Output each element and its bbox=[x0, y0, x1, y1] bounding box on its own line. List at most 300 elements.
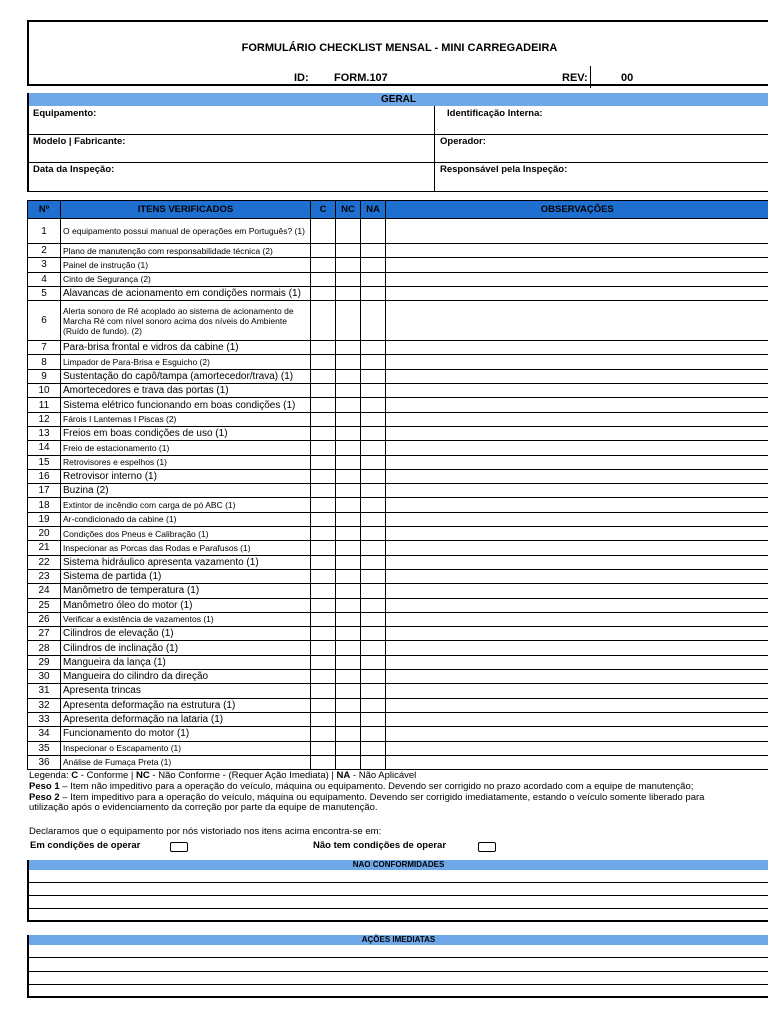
geral-row-line bbox=[29, 162, 768, 163]
table-row bbox=[28, 272, 768, 286]
cell-c[interactable] bbox=[311, 272, 336, 286]
cell-na[interactable] bbox=[361, 512, 386, 526]
item-number: 21 bbox=[28, 541, 61, 555]
cell-observacoes[interactable] bbox=[386, 627, 768, 641]
cell-c[interactable] bbox=[311, 258, 336, 272]
table-row bbox=[28, 684, 768, 698]
item-description: Ar-condicionado da cabine (1) bbox=[61, 512, 311, 526]
cell-observacoes[interactable] bbox=[386, 244, 768, 258]
legend-c: C bbox=[71, 770, 79, 781]
cell-nc[interactable] bbox=[336, 598, 361, 612]
table-row bbox=[28, 469, 768, 483]
cell-na[interactable] bbox=[361, 612, 386, 626]
table-row bbox=[28, 219, 768, 244]
cell-na[interactable] bbox=[361, 484, 386, 498]
item-number: 18 bbox=[28, 498, 61, 512]
item-description: Retrovisor interno (1) bbox=[61, 469, 311, 483]
rev-value: 00 bbox=[621, 72, 634, 84]
cell-nc[interactable] bbox=[336, 412, 361, 426]
operador-field[interactable]: Operador: bbox=[440, 136, 486, 147]
cell-nc[interactable] bbox=[336, 469, 361, 483]
table-row bbox=[28, 712, 768, 726]
item-number: 29 bbox=[28, 655, 61, 669]
cell-observacoes[interactable] bbox=[386, 527, 768, 541]
checklist-table bbox=[27, 200, 768, 770]
cell-c[interactable] bbox=[311, 301, 336, 341]
cell-c[interactable] bbox=[311, 727, 336, 741]
table-row bbox=[28, 412, 768, 426]
writing-line bbox=[29, 971, 768, 972]
cell-c[interactable] bbox=[311, 412, 336, 426]
table-row bbox=[28, 541, 768, 555]
item-description: Freios em boas condições de uso (1) bbox=[61, 426, 311, 440]
cell-nc[interactable] bbox=[336, 484, 361, 498]
declaration-text: Declaramos que o equipamento por nós vistoriado nos itens acima encontra-se em: bbox=[29, 826, 382, 837]
item-number: 34 bbox=[28, 727, 61, 741]
item-description: Limpador de Para-Brisa e Esguicho (2) bbox=[61, 355, 311, 369]
cell-observacoes[interactable] bbox=[386, 441, 768, 455]
cell-observacoes[interactable] bbox=[386, 598, 768, 612]
item-number: 27 bbox=[28, 627, 61, 641]
cell-c[interactable] bbox=[311, 455, 336, 469]
cell-observacoes[interactable] bbox=[386, 727, 768, 741]
item-number: 6 bbox=[28, 301, 61, 341]
cell-observacoes[interactable] bbox=[386, 541, 768, 555]
cell-c[interactable] bbox=[311, 712, 336, 726]
cell-nc[interactable] bbox=[336, 684, 361, 698]
cell-observacoes[interactable] bbox=[386, 412, 768, 426]
table-row bbox=[28, 355, 768, 369]
item-number: 5 bbox=[28, 286, 61, 300]
cell-na[interactable] bbox=[361, 384, 386, 398]
cell-c[interactable] bbox=[311, 512, 336, 526]
peso2-line-2: utilização após o evidenciamento da correção por parte da equipe de manutenção. bbox=[29, 802, 378, 813]
cell-nc[interactable] bbox=[336, 712, 361, 726]
form-title: FORMULÁRIO CHECKLIST MENSAL - MINI CARREGADEIRA bbox=[241, 42, 558, 54]
cell-nc[interactable] bbox=[336, 727, 361, 741]
cell-na[interactable] bbox=[361, 355, 386, 369]
item-description: Inspecionar o Escapamento (1) bbox=[61, 741, 311, 755]
table-row bbox=[28, 384, 768, 398]
cell-observacoes[interactable] bbox=[386, 341, 768, 355]
item-number: 11 bbox=[28, 398, 61, 412]
id-label: ID: bbox=[294, 72, 309, 84]
geral-section bbox=[27, 106, 768, 192]
item-description: Apresenta deformação na estrutura (1) bbox=[61, 698, 311, 712]
option-em-condicoes-label: Em condições de operar bbox=[30, 840, 141, 851]
item-description: Retrovisores e espelhos (1) bbox=[61, 455, 311, 469]
table-row bbox=[28, 426, 768, 440]
cell-na[interactable] bbox=[361, 755, 386, 769]
item-number: 12 bbox=[28, 412, 61, 426]
cell-nc[interactable] bbox=[336, 498, 361, 512]
cell-na[interactable] bbox=[361, 584, 386, 598]
table-row bbox=[28, 369, 768, 383]
column-header-nc: NC bbox=[336, 201, 361, 219]
cell-observacoes[interactable] bbox=[386, 555, 768, 569]
peso1-label: Peso 1 bbox=[29, 781, 60, 792]
id-value: FORM.107 bbox=[334, 72, 388, 84]
cell-c[interactable] bbox=[311, 355, 336, 369]
table-row bbox=[28, 655, 768, 669]
column-header-items: ITENS VERIFICADOS bbox=[61, 201, 311, 219]
cell-nc[interactable] bbox=[336, 455, 361, 469]
legend-c-desc: - Conforme | bbox=[78, 770, 137, 781]
table-row bbox=[28, 301, 768, 341]
item-number: 33 bbox=[28, 712, 61, 726]
item-number: 30 bbox=[28, 670, 61, 684]
nao-condicoes-checkbox[interactable] bbox=[478, 842, 496, 852]
cell-na[interactable] bbox=[361, 541, 386, 555]
cell-na[interactable] bbox=[361, 398, 386, 412]
cell-nc[interactable] bbox=[336, 641, 361, 655]
table-row bbox=[28, 244, 768, 258]
nao-conformidades-header: NAO CONFORMIDADES bbox=[27, 860, 768, 870]
item-description: Plano de manutenção com responsabilidade técnica (2) bbox=[61, 244, 311, 258]
cell-nc[interactable] bbox=[336, 698, 361, 712]
cell-c[interactable] bbox=[311, 441, 336, 455]
cell-na[interactable] bbox=[361, 469, 386, 483]
cell-observacoes[interactable] bbox=[386, 272, 768, 286]
legend-na-desc: - Não Aplicável bbox=[350, 770, 417, 781]
cell-na[interactable] bbox=[361, 426, 386, 440]
item-number: 9 bbox=[28, 369, 61, 383]
cell-observacoes[interactable] bbox=[386, 641, 768, 655]
cell-nc[interactable] bbox=[336, 541, 361, 555]
table-row bbox=[28, 555, 768, 569]
cell-nc[interactable] bbox=[336, 286, 361, 300]
cell-nc[interactable] bbox=[336, 569, 361, 583]
cell-nc[interactable] bbox=[336, 258, 361, 272]
cell-na[interactable] bbox=[361, 598, 386, 612]
cell-observacoes[interactable] bbox=[386, 258, 768, 272]
rev-label: REV: bbox=[562, 72, 588, 84]
item-description: Manômetro óleo do motor (1) bbox=[61, 598, 311, 612]
cell-na[interactable] bbox=[361, 369, 386, 383]
item-description: Funcionamento do motor (1) bbox=[61, 727, 311, 741]
column-header-na: NA bbox=[361, 201, 386, 219]
cell-observacoes[interactable] bbox=[386, 286, 768, 300]
cell-nc[interactable] bbox=[336, 627, 361, 641]
item-number: 8 bbox=[28, 355, 61, 369]
item-description: Mangueira da lança (1) bbox=[61, 655, 311, 669]
item-number: 17 bbox=[28, 484, 61, 498]
table-row bbox=[28, 484, 768, 498]
cell-c[interactable] bbox=[311, 219, 336, 244]
cell-c[interactable] bbox=[311, 498, 336, 512]
cell-observacoes[interactable] bbox=[386, 398, 768, 412]
cell-observacoes[interactable] bbox=[386, 512, 768, 526]
geral-row-line bbox=[29, 134, 768, 135]
cell-observacoes[interactable] bbox=[386, 755, 768, 769]
item-number: 22 bbox=[28, 555, 61, 569]
cell-na[interactable] bbox=[361, 244, 386, 258]
cell-observacoes[interactable] bbox=[386, 469, 768, 483]
item-description: O equipamento possui manual de operações em Português? (1) bbox=[61, 219, 311, 244]
cell-na[interactable] bbox=[361, 670, 386, 684]
cell-observacoes[interactable] bbox=[386, 655, 768, 669]
cell-nc[interactable] bbox=[336, 369, 361, 383]
writing-line bbox=[29, 908, 768, 909]
item-number: 19 bbox=[28, 512, 61, 526]
table-row bbox=[28, 441, 768, 455]
item-description: Para-brisa frontal e vidros da cabine (1) bbox=[61, 341, 311, 355]
cell-na[interactable] bbox=[361, 741, 386, 755]
cell-c[interactable] bbox=[311, 584, 336, 598]
cell-na[interactable] bbox=[361, 341, 386, 355]
cell-nc[interactable] bbox=[336, 584, 361, 598]
cell-observacoes[interactable] bbox=[386, 426, 768, 440]
acoes-imediatas-box[interactable] bbox=[27, 945, 768, 998]
cell-observacoes[interactable] bbox=[386, 684, 768, 698]
cell-c[interactable] bbox=[311, 341, 336, 355]
item-number: 16 bbox=[28, 469, 61, 483]
item-number: 2 bbox=[28, 244, 61, 258]
cell-na[interactable] bbox=[361, 286, 386, 300]
legend-nc: NC bbox=[136, 770, 150, 781]
cell-observacoes[interactable] bbox=[386, 569, 768, 583]
cell-na[interactable] bbox=[361, 684, 386, 698]
item-description: Condições dos Pneus e Calibração (1) bbox=[61, 527, 311, 541]
cell-na[interactable] bbox=[361, 455, 386, 469]
cell-na[interactable] bbox=[361, 712, 386, 726]
cell-nc[interactable] bbox=[336, 355, 361, 369]
cell-c[interactable] bbox=[311, 286, 336, 300]
item-description: Sistema hidráulico apresenta vazamento (1) bbox=[61, 555, 311, 569]
cell-nc[interactable] bbox=[336, 741, 361, 755]
cell-c[interactable] bbox=[311, 698, 336, 712]
geral-header: GERAL bbox=[27, 93, 768, 106]
cell-na[interactable] bbox=[361, 498, 386, 512]
item-number: 15 bbox=[28, 455, 61, 469]
em-condicoes-checkbox[interactable] bbox=[170, 842, 188, 852]
cell-na[interactable] bbox=[361, 301, 386, 341]
item-number: 25 bbox=[28, 598, 61, 612]
cell-na[interactable] bbox=[361, 569, 386, 583]
writing-line bbox=[29, 895, 768, 896]
table-row bbox=[28, 612, 768, 626]
cell-observacoes[interactable] bbox=[386, 384, 768, 398]
legend-line bbox=[29, 771, 416, 781]
item-number: 13 bbox=[28, 426, 61, 440]
item-description: Sistema de partida (1) bbox=[61, 569, 311, 583]
cell-na[interactable] bbox=[361, 412, 386, 426]
cell-nc[interactable] bbox=[336, 384, 361, 398]
cell-na[interactable] bbox=[361, 527, 386, 541]
cell-c[interactable] bbox=[311, 244, 336, 258]
cell-c[interactable] bbox=[311, 527, 336, 541]
cell-na[interactable] bbox=[361, 698, 386, 712]
item-description: Amortecedores e trava das portas (1) bbox=[61, 384, 311, 398]
item-description: Cilindros de elevação (1) bbox=[61, 627, 311, 641]
nao-conformidades-box[interactable] bbox=[27, 870, 768, 922]
item-number: 36 bbox=[28, 755, 61, 769]
item-number: 28 bbox=[28, 641, 61, 655]
cell-c[interactable] bbox=[311, 484, 336, 498]
modelo-fabricante-field[interactable]: Modelo | Fabricante: bbox=[33, 136, 126, 147]
table-row bbox=[28, 641, 768, 655]
table-row bbox=[28, 584, 768, 598]
cell-c[interactable] bbox=[311, 627, 336, 641]
identificacao-interna-field[interactable]: Identificação Interna: bbox=[447, 108, 543, 119]
item-number: 14 bbox=[28, 441, 61, 455]
cell-nc[interactable] bbox=[336, 219, 361, 244]
cell-nc[interactable] bbox=[336, 655, 361, 669]
table-row bbox=[28, 670, 768, 684]
cell-c[interactable] bbox=[311, 426, 336, 440]
cell-observacoes[interactable] bbox=[386, 612, 768, 626]
cell-na[interactable] bbox=[361, 641, 386, 655]
table-row bbox=[28, 755, 768, 769]
table-row bbox=[28, 498, 768, 512]
table-row bbox=[28, 512, 768, 526]
item-description: Alerta sonoro de Ré acoplado ao sistema de acionamento de Marcha Ré com nível sonoro acima dos níveis do Ambiente (Ruído de fundo). (2) bbox=[61, 301, 311, 341]
peso1-text: – Item não impeditivo para a operação do veículo, máquina ou equipamento. Devendo ser corrigido no prazo acordado com a equipe de manutenção; bbox=[59, 781, 694, 792]
item-number: 7 bbox=[28, 341, 61, 355]
writing-line bbox=[29, 957, 768, 958]
item-number: 26 bbox=[28, 612, 61, 626]
cell-c[interactable] bbox=[311, 369, 336, 383]
equipamento-field[interactable]: Equipamento: bbox=[33, 108, 97, 119]
cell-nc[interactable] bbox=[336, 512, 361, 526]
cell-nc[interactable] bbox=[336, 555, 361, 569]
option-nao-condicoes-label: Não tem condições de operar bbox=[313, 840, 447, 851]
cell-c[interactable] bbox=[311, 684, 336, 698]
legend-nc-desc: - Não Conforme - (Requer Ação Imediata) | bbox=[149, 770, 337, 781]
item-description: Inspecionar as Porcas das Rodas e Parafusos (1) bbox=[61, 541, 311, 555]
cell-nc[interactable] bbox=[336, 670, 361, 684]
item-description: Apresenta trincas bbox=[61, 684, 311, 698]
cell-nc[interactable] bbox=[336, 612, 361, 626]
item-description: Sistema elétrico funcionando em boas condições (1) bbox=[61, 398, 311, 412]
cell-nc[interactable] bbox=[336, 426, 361, 440]
item-description: Painel de instrução (1) bbox=[61, 258, 311, 272]
cell-observacoes[interactable] bbox=[386, 670, 768, 684]
legend-prefix: Legenda: bbox=[29, 770, 72, 781]
table-row bbox=[28, 527, 768, 541]
table-row bbox=[28, 598, 768, 612]
cell-nc[interactable] bbox=[336, 244, 361, 258]
item-description: Análise de Fumaça Preta (1) bbox=[61, 755, 311, 769]
cell-na[interactable] bbox=[361, 655, 386, 669]
item-number: 20 bbox=[28, 527, 61, 541]
geral-row-line bbox=[29, 191, 768, 192]
item-number: 32 bbox=[28, 698, 61, 712]
rev-separator bbox=[590, 66, 591, 88]
cell-c[interactable] bbox=[311, 398, 336, 412]
cell-c[interactable] bbox=[311, 755, 336, 769]
table-row bbox=[28, 341, 768, 355]
item-description: Buzina (2) bbox=[61, 484, 311, 498]
item-description: Sustentação do capô/tampa (amortecedor/trava) (1) bbox=[61, 369, 311, 383]
table-row bbox=[28, 627, 768, 641]
cell-nc[interactable] bbox=[336, 398, 361, 412]
column-header-observacoes: OBSERVAÇÕES bbox=[386, 201, 768, 219]
table-row bbox=[28, 398, 768, 412]
cell-observacoes[interactable] bbox=[386, 301, 768, 341]
item-number: 24 bbox=[28, 584, 61, 598]
cell-c[interactable] bbox=[311, 384, 336, 398]
item-description: Freio de estacionamento (1) bbox=[61, 441, 311, 455]
table-row bbox=[28, 455, 768, 469]
peso1-line bbox=[29, 782, 693, 792]
writing-line bbox=[29, 882, 768, 883]
cell-observacoes[interactable] bbox=[386, 355, 768, 369]
cell-c[interactable] bbox=[311, 741, 336, 755]
cell-observacoes[interactable] bbox=[386, 219, 768, 244]
cell-nc[interactable] bbox=[336, 301, 361, 341]
acoes-imediatas-header: AÇÕES IMEDIATAS bbox=[27, 935, 768, 945]
item-description: Alavancas de acionamento em condições normais (1) bbox=[61, 286, 311, 300]
cell-nc[interactable] bbox=[336, 755, 361, 769]
responsavel-inspecao-field[interactable]: Responsável pela Inspeção: bbox=[440, 164, 568, 175]
cell-c[interactable] bbox=[311, 641, 336, 655]
cell-na[interactable] bbox=[361, 441, 386, 455]
item-number: 4 bbox=[28, 272, 61, 286]
cell-na[interactable] bbox=[361, 555, 386, 569]
cell-c[interactable] bbox=[311, 541, 336, 555]
cell-observacoes[interactable] bbox=[386, 369, 768, 383]
cell-observacoes[interactable] bbox=[386, 455, 768, 469]
cell-na[interactable] bbox=[361, 219, 386, 244]
table-row bbox=[28, 698, 768, 712]
cell-c[interactable] bbox=[311, 598, 336, 612]
form-header bbox=[27, 20, 768, 86]
item-number: 35 bbox=[28, 741, 61, 755]
cell-observacoes[interactable] bbox=[386, 698, 768, 712]
item-description: Manômetro de temperatura (1) bbox=[61, 584, 311, 598]
cell-observacoes[interactable] bbox=[386, 484, 768, 498]
table-row bbox=[28, 258, 768, 272]
cell-nc[interactable] bbox=[336, 272, 361, 286]
item-number: 31 bbox=[28, 684, 61, 698]
cell-c[interactable] bbox=[311, 655, 336, 669]
table-row bbox=[28, 727, 768, 741]
item-number: 1 bbox=[28, 219, 61, 244]
cell-na[interactable] bbox=[361, 727, 386, 741]
cell-c[interactable] bbox=[311, 569, 336, 583]
data-inspecao-field[interactable]: Data da Inspeção: bbox=[33, 164, 115, 175]
item-description: Cinto de Segurança (2) bbox=[61, 272, 311, 286]
cell-observacoes[interactable] bbox=[386, 741, 768, 755]
cell-c[interactable] bbox=[311, 670, 336, 684]
item-description: Mangueira do cilindro da direção bbox=[61, 670, 311, 684]
peso2-label: Peso 2 bbox=[29, 792, 60, 803]
column-header-number: Nº bbox=[28, 201, 61, 219]
item-description: Extintor de incêndio com carga de pó ABC (1) bbox=[61, 498, 311, 512]
cell-observacoes[interactable] bbox=[386, 584, 768, 598]
cell-c[interactable] bbox=[311, 469, 336, 483]
item-number: 23 bbox=[28, 569, 61, 583]
cell-na[interactable] bbox=[361, 258, 386, 272]
item-description: Apresenta deformação na lataria (1) bbox=[61, 712, 311, 726]
cell-nc[interactable] bbox=[336, 341, 361, 355]
cell-nc[interactable] bbox=[336, 527, 361, 541]
item-description: Verificar a existência de vazamentos (1) bbox=[61, 612, 311, 626]
table-row bbox=[28, 569, 768, 583]
cell-c[interactable] bbox=[311, 555, 336, 569]
cell-observacoes[interactable] bbox=[386, 712, 768, 726]
cell-na[interactable] bbox=[361, 627, 386, 641]
cell-observacoes[interactable] bbox=[386, 498, 768, 512]
cell-na[interactable] bbox=[361, 272, 386, 286]
item-number: 3 bbox=[28, 258, 61, 272]
cell-nc[interactable] bbox=[336, 441, 361, 455]
table-row bbox=[28, 741, 768, 755]
column-header-c: C bbox=[311, 201, 336, 219]
item-number: 10 bbox=[28, 384, 61, 398]
cell-c[interactable] bbox=[311, 612, 336, 626]
